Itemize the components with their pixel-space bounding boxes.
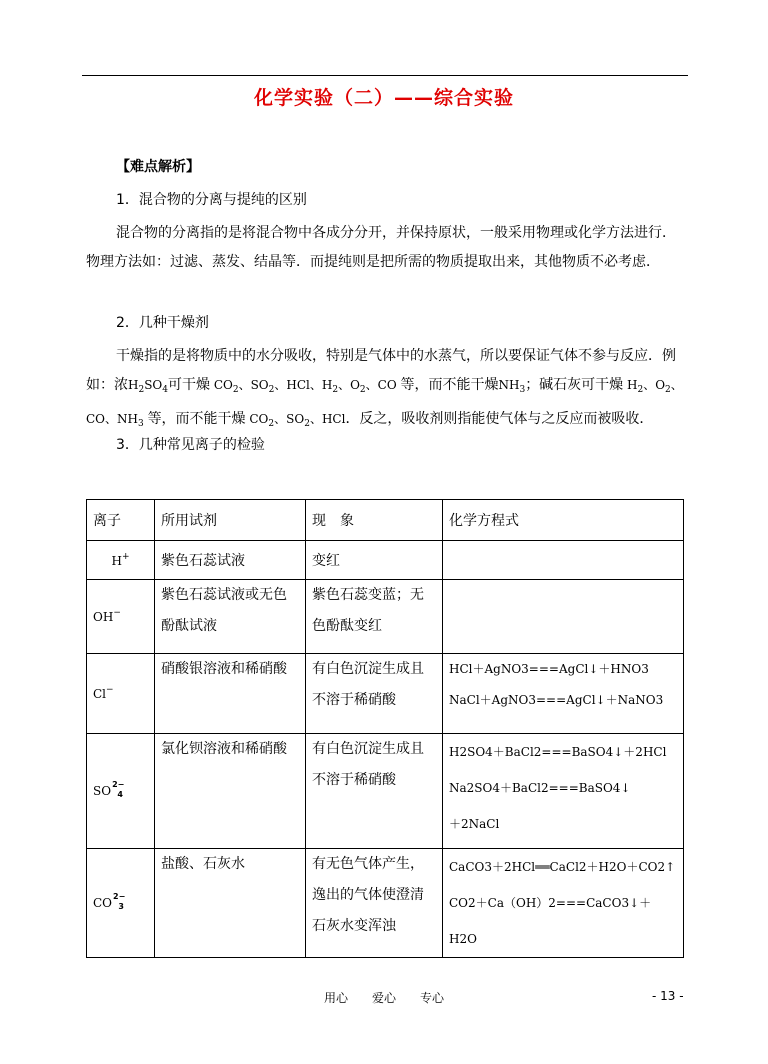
header-equation: 化学方程式: [443, 500, 684, 541]
ion-cell: H+: [87, 541, 155, 580]
header-rule: [82, 75, 688, 76]
equation-cell: [443, 734, 684, 849]
section-heading: 【难点解析】: [116, 159, 200, 175]
reagent-cell: 紫色石蕊试液或无色 酚酞试液: [155, 580, 306, 654]
header-phenomenon: 现 象: [306, 500, 443, 541]
phenomenon-cell: 有无色气体产生， 逸出的气体使澄清 石灰水变浑浊: [306, 849, 443, 958]
equation-line: H2SO4＋BaCl2===BaSO4↓＋2HCl: [449, 745, 667, 759]
table-row: [87, 541, 684, 580]
ion-cell: Cl−: [87, 654, 155, 734]
ion-cell: OH−: [87, 580, 155, 654]
p2-heading: 2．几种干燥剂: [116, 315, 209, 331]
phenomenon-cell: 变红: [306, 541, 443, 580]
table-row: [87, 580, 684, 654]
page-title: 化学实验（二）——综合实验: [253, 87, 514, 109]
table-header-row: [87, 500, 684, 541]
p1-body: 混合物的分离指的是将混合物中各成分分开，并保持原状，一般采用物理或化学方法进行．物理方法如：过滤、蒸发、结晶等．而提纯则是把所需的物质提取出来，其他物质不必考虑．: [86, 225, 676, 270]
reagent-cell: 盐酸、石灰水: [155, 849, 306, 958]
reagent-cell: 硝酸银溶液和稀硝酸: [155, 654, 306, 734]
equation-line: HCl＋AgNO3===AgCl↓＋HNO3: [449, 662, 649, 676]
ion-cell: $SO^{2-}4$: [87, 734, 155, 849]
ion-cell: $CO^{2-}3$: [87, 849, 155, 958]
equation-line: Na2SO4＋BaCl2===BaSO4↓: [449, 781, 631, 795]
equation-line: NaCl＋AgNO3===AgCl↓＋NaNO3: [449, 693, 664, 707]
equation-line: CaCO3＋2HCl══CaCl2＋H2O＋CO2↑: [449, 860, 676, 874]
p3-heading: 3．几种常见离子的检验: [116, 437, 265, 453]
ion-test-table: [86, 499, 684, 958]
equation-line: ＋2NaCl: [449, 817, 500, 831]
header-ion: 离子: [87, 500, 155, 541]
equation-cell: [443, 849, 684, 958]
phenomenon-cell: 紫色石蕊变蓝；无 色酚酞变红: [306, 580, 443, 654]
page-number: - 13 -: [652, 989, 684, 1003]
table-row: [87, 654, 684, 734]
header-reagent: 所用试剂: [155, 500, 306, 541]
reagent-cell: 氯化钡溶液和稀硝酸: [155, 734, 306, 849]
equation-cell: [443, 654, 684, 734]
p1-heading: 1．混合物的分离与提纯的区别: [116, 192, 307, 208]
p2-body: 干燥指的是将物质中的水分吸收，特别是气体中的水蒸气，所以要保证气体不参与反应．例 如：浓$H_2SO_4$可干燥 $CO_2$、$SO_2$、HCl、$H_2$、$O_2$、CO 等，而不能干燥$NH_3$；碱石灰可干燥 $H_2$、$O_2$、 CO、$NH_3$ 等，而不能干燥 $CO_2$、$SO_2$、HCl．反之，吸收剂则指能使气体与之反应而被吸收．: [86, 348, 683, 429]
reagent-cell: 紫色石蕊试液: [155, 541, 306, 580]
table-row: [87, 849, 684, 958]
table-row: [87, 734, 684, 849]
equation-cell: [443, 580, 684, 654]
equation-line: CO2＋Ca（OH）2===CaCO3↓＋H2O: [449, 896, 652, 946]
phenomenon-cell: 有白色沉淀生成且 不溶于稀硝酸: [306, 654, 443, 734]
equation-cell: [443, 541, 684, 580]
phenomenon-cell: 有白色沉淀生成且 不溶于稀硝酸: [306, 734, 443, 849]
footer-motto: 用心 爱心 专心: [323, 991, 444, 1005]
